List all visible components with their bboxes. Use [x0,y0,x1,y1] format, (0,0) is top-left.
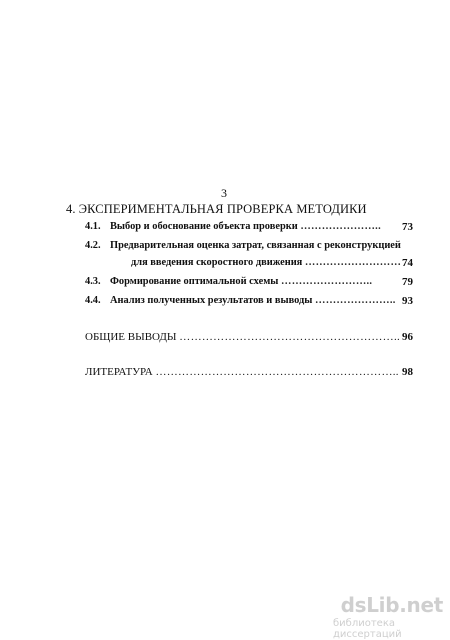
toc-item-4-1-page: 73 [402,221,413,233]
toc-item-4-3-dots: …………………….. [281,276,373,287]
toc-item-4-2-text: для введения скоростного движения [131,257,303,268]
literature-page: 98 [402,366,413,378]
literature-title [85,366,399,378]
toc-item-4-3-title [110,276,372,287]
general-conclusions-page: 96 [402,331,413,343]
watermark [333,593,445,640]
toc-item-4-3-page: 79 [402,276,413,288]
toc-item-4-2-title-line1: Предварительная оценка затрат, связанная с реконструкцией [110,240,401,251]
toc-item-4-1-text: Выбор и обоснование объекта проверки [110,221,298,232]
toc-item-4-3-text: Формирование оптимальной схемы [110,276,279,287]
general-conclusions-title [85,331,400,343]
toc-item-4-3-number: 4.3. [85,276,101,287]
general-conclusions-dots: ………………………………………………….. [179,331,401,343]
literature-text: ЛИТЕРАТУРА [85,366,153,378]
toc-item-4-1-dots: ………………….. [300,221,381,232]
watermark-logo: dsLib.net [340,593,443,617]
toc-item-4-2-number: 4.2. [85,240,101,251]
general-conclusions-text: ОБЩИЕ ВЫВОДЫ [85,331,177,343]
toc-item-4-2-page: 74 [402,257,413,269]
chapter-title: 4. ЭКСПЕРИМЕНТАЛЬНАЯ ПРОВЕРКА МЕТОДИКИ [66,202,367,216]
toc-item-4-4-dots: ………………….. [315,295,396,306]
toc-item-4-4-number: 4.4. [85,295,101,306]
toc-item-4-4-title [110,295,396,306]
toc-item-4-2-title-line2 [131,257,401,268]
toc-item-4-2-dots: ……………………… [304,257,402,268]
toc-item-4-1-title [110,221,381,232]
page-number: 3 [221,186,227,200]
watermark-subtitle: библиотека диссертаций [333,618,402,640]
toc-item-4-4-text: Анализ полученных результатов и выводы [110,295,313,306]
literature-dots: ……………………………………………………….. [155,366,399,378]
toc-item-4-4-page: 93 [402,295,413,307]
toc-item-4-1-number: 4.1. [85,221,101,232]
